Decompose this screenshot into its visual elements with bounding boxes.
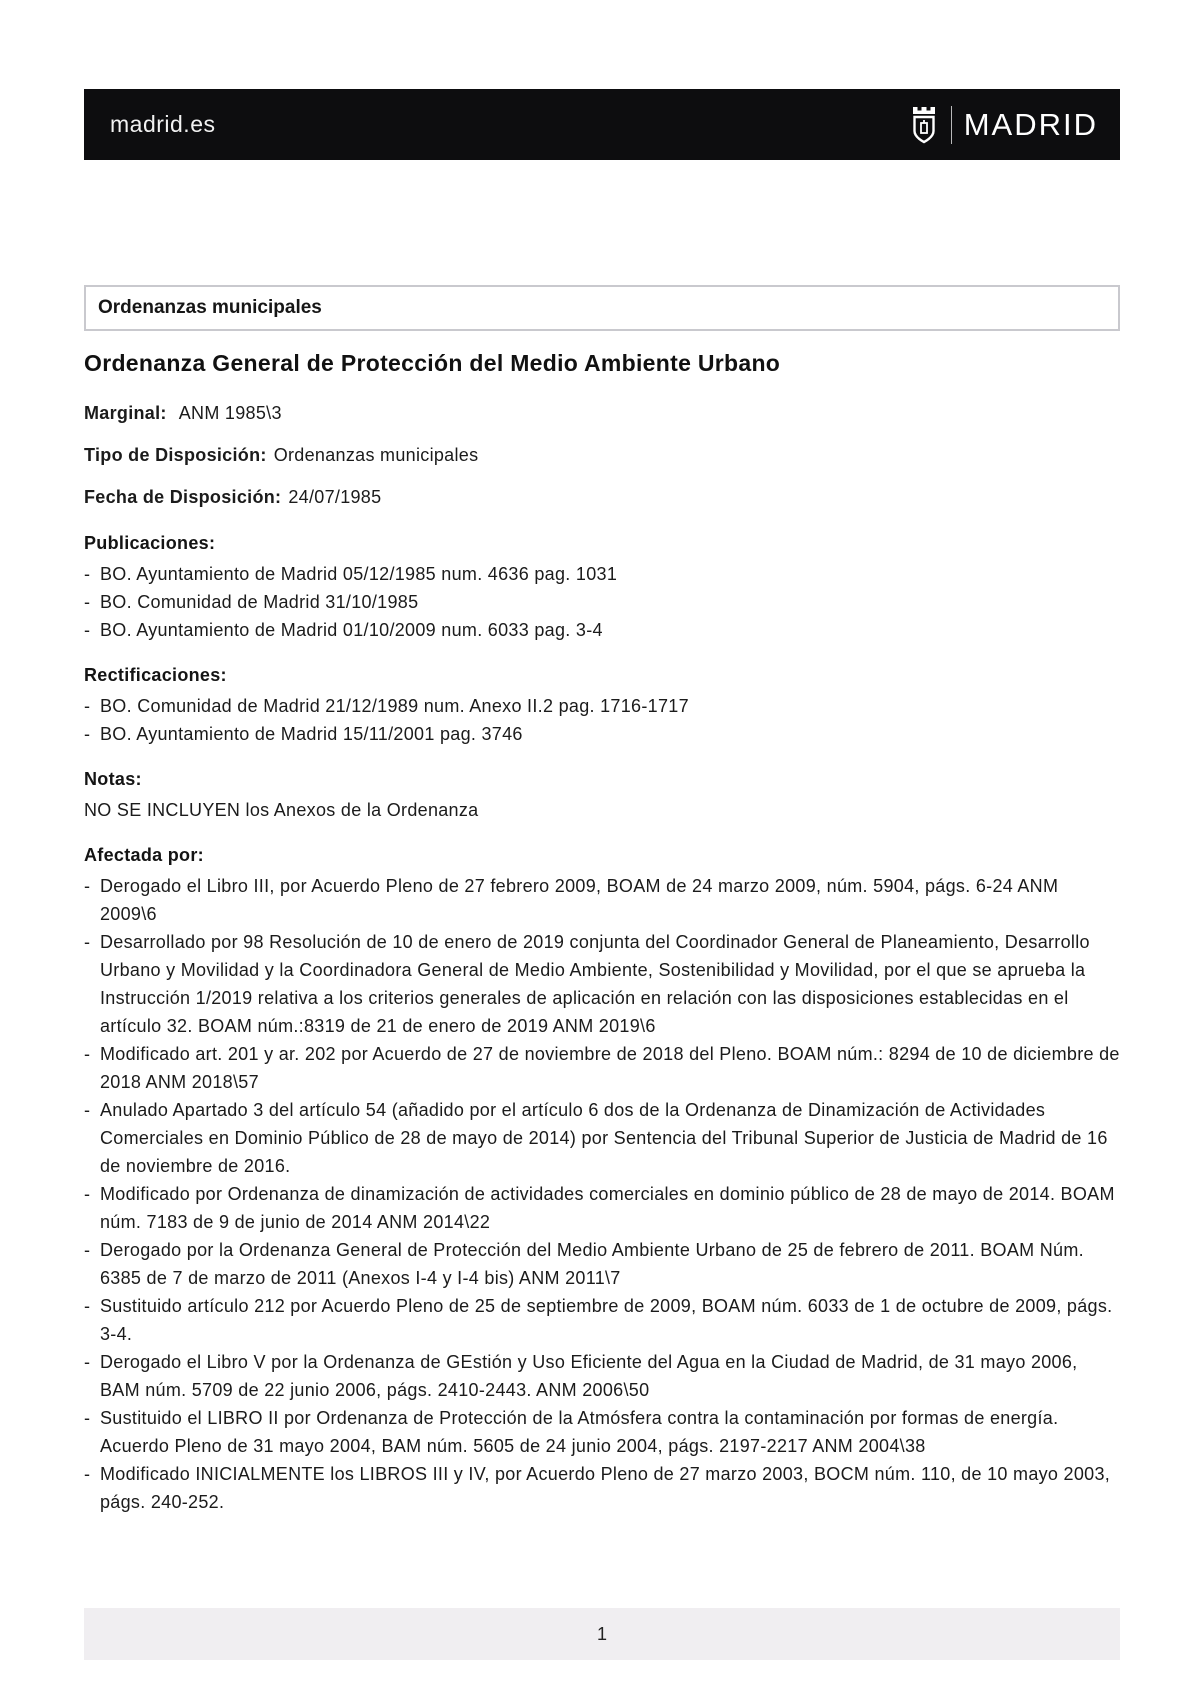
list-item-text: Modificado por Ordenanza de dinamización de actividades comerciales en dominio público de 28 de mayo de 2014. BOAM núm. 7183 de 9 de junio de 2014 ANM 2014\22 [100, 1184, 1115, 1232]
list-item [84, 692, 1120, 720]
list-item [84, 616, 1120, 644]
list-item-text: BO. Ayuntamiento de Madrid 01/10/2009 num. 6033 pag. 3-4 [100, 620, 603, 640]
section-notas [84, 764, 1120, 824]
section-publicaciones [84, 528, 1120, 644]
section-heading: Publicaciones: [84, 533, 216, 553]
madrid-logo [909, 104, 1098, 146]
list-item [84, 560, 1120, 588]
page-number: 1 [596, 1623, 607, 1644]
list-item-text: BO. Comunidad de Madrid 21/12/1989 num. Anexo II.2 pag. 1716-1717 [100, 696, 689, 716]
rectificaciones-list [84, 692, 1120, 748]
list-dash: - [84, 1240, 91, 1260]
list-item-text: Derogado el Libro III, por Acuerdo Pleno de 27 febrero 2009, BOAM de 24 marzo 2009, núm. 5904, págs. 6-24 ANM 2009\6 [100, 876, 1059, 924]
list-item [84, 1292, 1120, 1348]
list-item-text: Derogado el Libro V por la Ordenanza de GEstión y Uso Eficiente del Agua en la Ciudad de Madrid, de 31 mayo 2006, BAM núm. 5709 de 22 junio 2006, págs. 2410-2443. ANM 2006\50 [100, 1352, 1078, 1400]
footer-bar [84, 1608, 1120, 1660]
list-item [84, 720, 1120, 748]
publicaciones-list [84, 560, 1120, 644]
header-bar [84, 89, 1120, 160]
list-item-text: BO. Ayuntamiento de Madrid 05/12/1985 num. 4636 pag. 1031 [100, 564, 618, 584]
list-item-text: BO. Ayuntamiento de Madrid 15/11/2001 pag. 3746 [100, 724, 523, 744]
field-value: ANM 1985\3 [178, 403, 282, 423]
list-item-text: Sustituido el LIBRO II por Ordenanza de Protección de la Atmósfera contra la contaminación por formas de energía. Acuerdo Pleno de 31 mayo 2004, BAM núm. 5605 de 24 junio 2004, págs. 2197-2217 ANM 2004\38 [100, 1408, 1059, 1456]
list-dash: - [84, 1184, 91, 1204]
field-label: Fecha de Disposición: [84, 487, 282, 507]
logo-text: MADRID [963, 106, 1098, 142]
list-item [84, 1404, 1120, 1460]
list-dash: - [84, 1464, 91, 1484]
field-marginal [84, 398, 1120, 428]
list-item [84, 872, 1120, 928]
list-item-text: Modificado art. 201 y ar. 202 por Acuerdo de 27 de noviembre de 2018 del Pleno. BOAM núm.: 8294 de 10 de diciembre de 2018 ANM 2018\57 [100, 1044, 1120, 1092]
list-dash: - [84, 1296, 91, 1316]
list-dash: - [84, 1044, 91, 1064]
logo-divider [951, 106, 952, 144]
notas-text: NO SE INCLUYEN los Anexos de la Ordenanza [84, 800, 479, 820]
list-item [84, 1180, 1120, 1236]
list-dash: - [84, 592, 91, 612]
page-title: Ordenanza General de Protección del Medio Ambiente Urbano [84, 350, 781, 376]
list-dash: - [84, 1408, 91, 1428]
section-afectada-por [84, 840, 1120, 1516]
field-tipo-disposicion [84, 440, 1120, 470]
site-name: madrid.es [110, 111, 216, 137]
section-heading: Notas: [84, 769, 142, 789]
list-item [84, 928, 1120, 1040]
field-label: Marginal: [84, 403, 167, 423]
list-dash: - [84, 1100, 91, 1120]
list-item-text: Modificado INICIALMENTE los LIBROS III y IV, por Acuerdo Pleno de 27 marzo 2003, BOCM núm. 110, de 10 mayo 2003, págs. 240-252. [100, 1464, 1111, 1512]
section-rectificaciones [84, 660, 1120, 748]
section-heading: Rectificaciones: [84, 665, 227, 685]
list-item-text: BO. Comunidad de Madrid 31/10/1985 [100, 592, 419, 612]
list-item [84, 588, 1120, 616]
list-item [84, 1460, 1120, 1516]
list-item-text: Derogado por la Ordenanza General de Protección del Medio Ambiente Urbano de 25 de febrero de 2011. BOAM Núm. 6385 de 7 de marzo de 2011 (Anexos I-4 y I-4 bis) ANM 2011\7 [100, 1240, 1084, 1288]
field-value: 24/07/1985 [288, 487, 382, 507]
list-dash: - [84, 932, 91, 952]
list-item [84, 1348, 1120, 1404]
field-label: Tipo de Disposición: [84, 445, 267, 465]
field-fecha-disposicion [84, 482, 1120, 512]
madrid-crest-icon [909, 104, 939, 146]
list-item-text: Anulado Apartado 3 del artículo 54 (añadido por el artículo 6 dos de la Ordenanza de Dinamización de Actividades Comerciales en Dominio Público de 28 de mayo de 2014) por Sentencia del Tribunal Superior de Justicia de Madrid de 16 de noviembre de 2016. [100, 1100, 1108, 1176]
list-item [84, 1096, 1120, 1180]
list-dash: - [84, 724, 91, 744]
list-dash: - [84, 564, 91, 584]
list-item-text: Desarrollado por 98 Resolución de 10 de enero de 2019 conjunta del Coordinador General de Planeamiento, Desarrollo Urbano y Movilidad y la Coordinadora General de Medio Ambiente, Sostenibilidad y Movilidad, por el que se aprueba la Instrucción 1/2019 relativa a los criterios generales de aplicación en relación con las disposiciones establecidas en el artículo 32. BOAM núm.:8319 de 21 de enero de 2019 ANM 2019\6 [100, 932, 1090, 1036]
section-heading: Afectada por: [84, 845, 204, 865]
list-dash: - [84, 876, 91, 896]
afectada-list [84, 872, 1120, 1516]
list-item [84, 1040, 1120, 1096]
list-dash: - [84, 696, 91, 716]
list-item [84, 1236, 1120, 1292]
list-item-text: Sustituido artículo 212 por Acuerdo Pleno de 25 de septiembre de 2009, BOAM núm. 6033 de 1 de octubre de 2009, págs. 3-4. [100, 1296, 1113, 1344]
list-dash: - [84, 620, 91, 640]
field-value: Ordenanzas municipales [273, 445, 479, 465]
breadcrumb-label: Ordenanzas municipales [98, 297, 322, 318]
document-content [84, 330, 1120, 1516]
list-dash: - [84, 1352, 91, 1372]
breadcrumb-box [84, 285, 1120, 331]
